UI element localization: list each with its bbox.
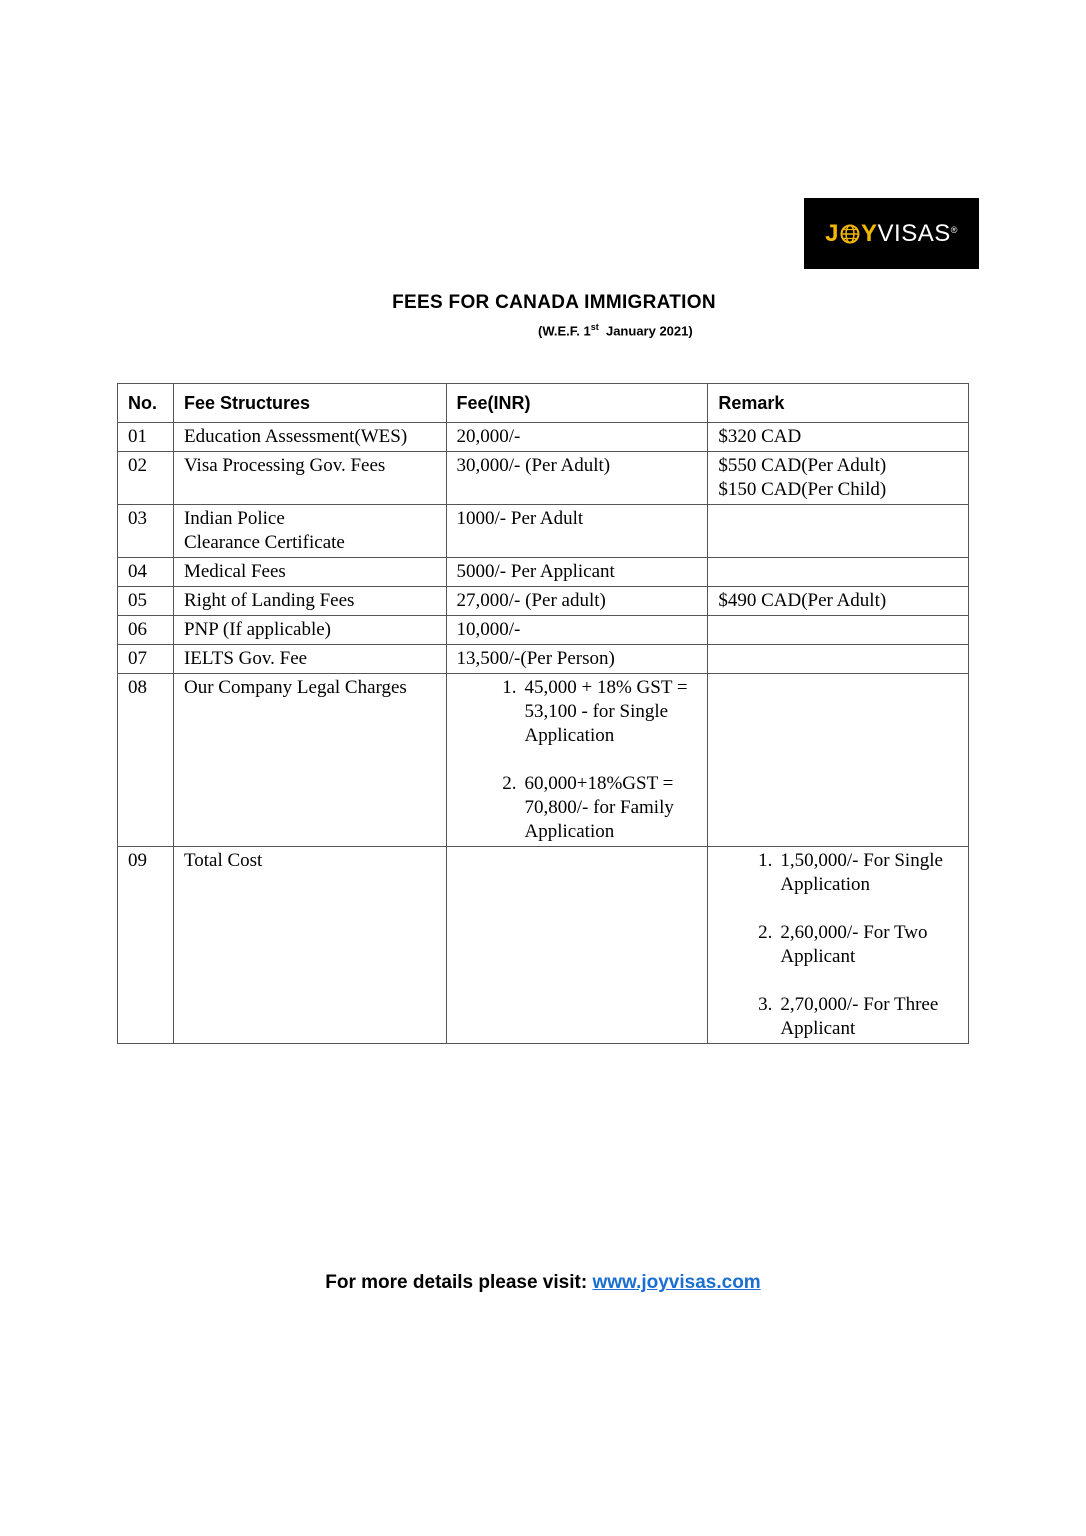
row-number: 04 (118, 558, 174, 587)
row-number: 02 (118, 452, 174, 505)
fee-inr-cell (446, 674, 708, 847)
fee-inr-text: 13,500/-(Per Person) (456, 648, 615, 669)
page-title: FEES FOR CANADA IMMIGRATION (392, 292, 716, 313)
table-row (118, 616, 969, 645)
remark-text: $150 CAD(Per Child) (718, 479, 887, 500)
fee-structure-cell (173, 674, 446, 847)
table-row (118, 452, 969, 505)
effective-date-sup: st (590, 322, 599, 332)
remark-list-number: 1. (758, 850, 773, 871)
remark-cell (708, 587, 969, 616)
footer (0, 1272, 1086, 1294)
registered-mark: ® (950, 224, 958, 235)
remark-text: $490 CAD(Per Adult) (718, 590, 887, 611)
remark-cell (708, 423, 969, 452)
header-fee-structures: Fee Structures (173, 384, 446, 423)
fee-structure-text: Right of Landing Fees (183, 590, 355, 611)
fee-structure-cell (173, 505, 446, 558)
fee-inr-text: 1000/- Per Adult (456, 508, 584, 529)
fee-structure-text: IELTS Gov. Fee (183, 648, 308, 669)
remark-list-item (742, 921, 958, 969)
fee-inr-text: 5000/- Per Applicant (456, 561, 615, 582)
fee-inr-text: 30,000/- (Per Adult) (456, 455, 611, 476)
fee-structure-text: Clearance Certificate (183, 532, 345, 553)
fee-inr-cell (446, 558, 708, 587)
header-remark: Remark (708, 384, 969, 423)
fee-inr-text: 20,000/- (456, 426, 521, 447)
fee-structure-cell (173, 847, 446, 1044)
fee-inr-text: 27,000/- (Per adult) (456, 590, 606, 611)
table-row (118, 505, 969, 558)
table-row (118, 587, 969, 616)
table-header-row (118, 384, 969, 423)
table-row (118, 423, 969, 452)
row-number: 05 (118, 587, 174, 616)
logo-letter-y: Y (861, 219, 878, 247)
fee-structure-text: Visa Processing Gov. Fees (183, 455, 386, 476)
remark-list-text: 2,60,000/- For Two Applicant (780, 922, 928, 967)
remark-list-number: 3. (758, 994, 773, 1015)
row-number: 01 (118, 423, 174, 452)
row-number: 07 (118, 645, 174, 674)
header-fee-inr: Fee(INR) (446, 384, 708, 423)
fee-list-item (487, 772, 698, 844)
effective-date-prefix: (W.E.F. 1 (538, 323, 591, 339)
table-row (118, 558, 969, 587)
header-no: No. (118, 384, 174, 423)
globe-icon (840, 224, 860, 244)
remark-cell (708, 847, 969, 1044)
remark-cell (708, 616, 969, 645)
fee-structure-text: Medical Fees (183, 561, 286, 582)
fee-structure-cell (173, 558, 446, 587)
fee-list-text: 60,000+18%GST = 70,800/- for Family Application (524, 773, 674, 842)
row-number: 08 (118, 674, 174, 847)
fee-structure-cell (173, 423, 446, 452)
fees-table (117, 383, 969, 1044)
fee-structure-text: Indian Police (183, 508, 285, 529)
fee-inr-cell (446, 616, 708, 645)
fee-structure-text: Our Company Legal Charges (183, 677, 407, 698)
fee-inr-cell (446, 505, 708, 558)
table-row (118, 645, 969, 674)
table-row (118, 674, 969, 847)
fee-structure-text: Total Cost (183, 850, 263, 871)
remark-text: $320 CAD (718, 426, 802, 447)
table-row (118, 847, 969, 1044)
fee-list-number: 2. (502, 773, 517, 794)
row-number: 09 (118, 847, 174, 1044)
footer-text: For more details please visit: (325, 1272, 593, 1293)
fee-inr-text: 10,000/- (456, 619, 521, 640)
fee-structure-cell (173, 645, 446, 674)
fee-inr-cell (446, 423, 708, 452)
fee-list-text: 45,000 + 18% GST = 53,100 - for Single Application (524, 677, 688, 746)
fee-structure-text: PNP (If applicable) (183, 619, 331, 640)
fee-structure-cell (173, 587, 446, 616)
remark-cell (708, 558, 969, 587)
remark-cell (708, 674, 969, 847)
effective-date (538, 322, 693, 338)
remark-list-text: 2,70,000/- For Three Applicant (780, 994, 939, 1039)
remark-list-item (742, 993, 958, 1041)
fee-inr-cell (446, 452, 708, 505)
logo-letter-j: J (825, 219, 839, 247)
row-number: 06 (118, 616, 174, 645)
fee-inr-cell (446, 645, 708, 674)
remark-list-item (742, 849, 958, 897)
fee-structure-cell (173, 452, 446, 505)
remark-cell (708, 452, 969, 505)
remark-cell (708, 505, 969, 558)
logo-visas: VISAS (877, 219, 951, 247)
remark-cell (708, 645, 969, 674)
fee-structure-cell (173, 616, 446, 645)
fee-inr-cell (446, 587, 708, 616)
fee-inr-cell (446, 847, 708, 1044)
fee-list-item (487, 676, 698, 748)
row-number: 03 (118, 505, 174, 558)
remark-list-number: 2. (758, 922, 773, 943)
effective-date-suffix: January 2021) (598, 323, 693, 339)
website-link[interactable]: www.joyvisas.com (592, 1272, 761, 1293)
remark-text: $550 CAD(Per Adult) (718, 455, 887, 476)
remark-list-text: 1,50,000/- For Single Application (780, 850, 943, 895)
fee-list-number: 1. (502, 677, 517, 698)
fee-structure-text: Education Assessment(WES) (183, 426, 408, 447)
joyvisas-logo (804, 198, 979, 269)
fees-table-body (118, 423, 969, 1044)
